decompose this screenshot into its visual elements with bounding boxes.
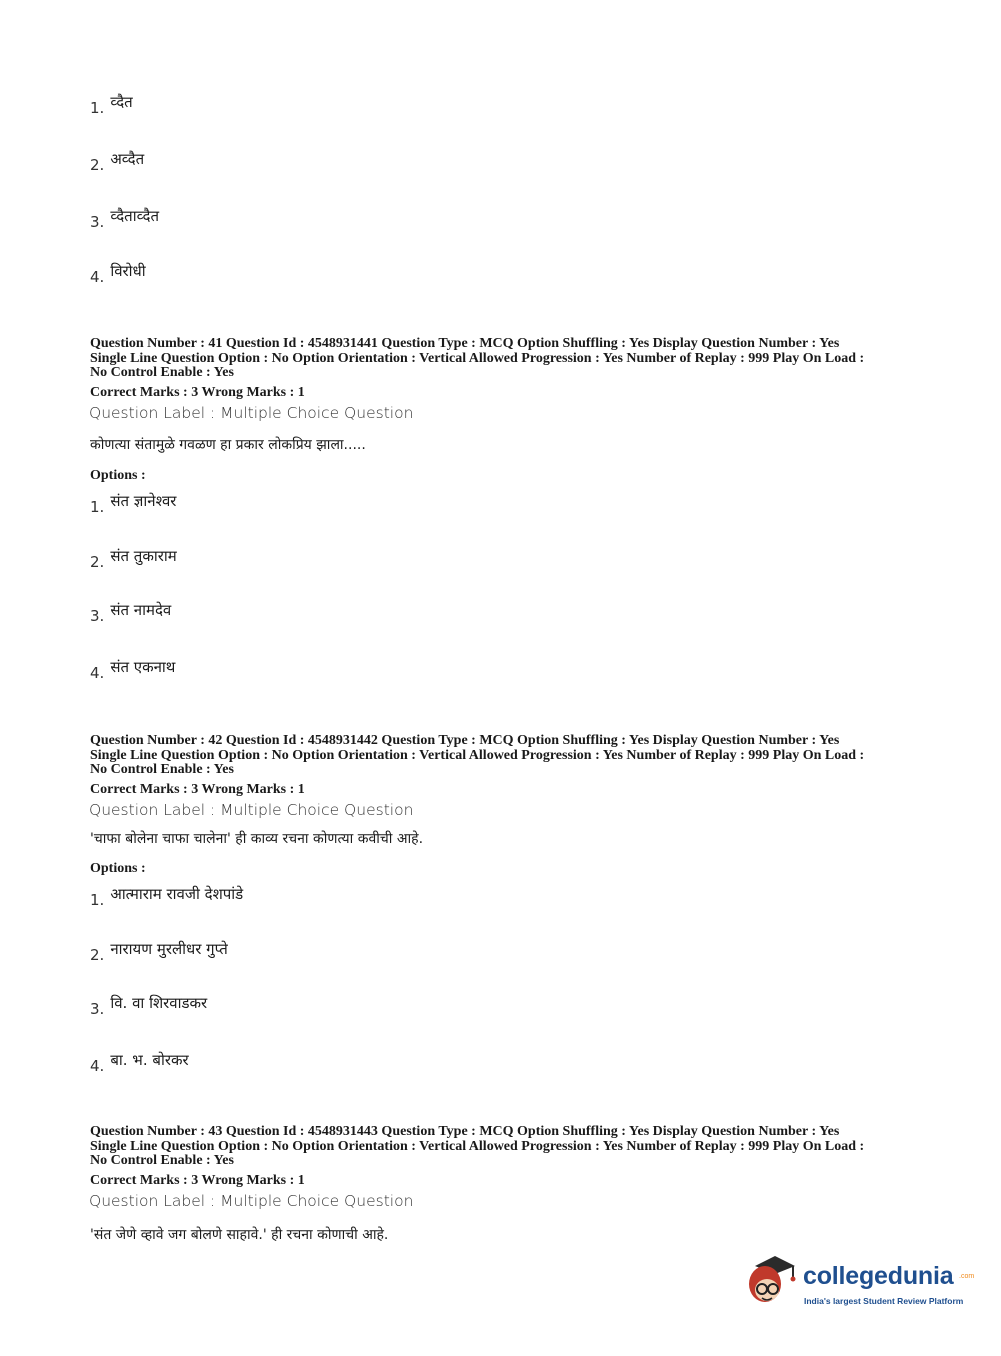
option-text: संत तुकाराम [110,547,177,565]
question-meta [90,734,920,778]
question-meta [90,1125,920,1169]
option-2 [90,149,145,174]
option-number: 1. [90,498,105,516]
marks-line: Correct Marks : 3 Wrong Marks : 1 [90,782,305,797]
question-meta [90,337,920,381]
question-text: कोणत्या संतामुळे गवळण हा प्रकार लोकप्रिय झाला..... [90,437,366,453]
option-text: नारायण मुरलीधर गुप्ते [110,940,228,958]
option-text: व्दैताव्दैत [110,207,159,225]
option-text: वि. वा शिरवाडकर [110,994,208,1012]
option-2 [90,939,228,964]
meta-line: No Control Enable : Yes [90,365,234,381]
option-number: 3. [90,213,105,231]
option-number: 3. [90,607,105,625]
meta-line: No Control Enable : Yes [90,762,234,778]
collegedunia-watermark [741,1252,975,1314]
option-3 [90,206,159,231]
option-text: विरोधी [110,262,146,280]
option-number: 2. [90,156,105,174]
option-number: 1. [90,891,105,909]
option-text: व्दैत [110,93,133,111]
option-text: अव्दैत [110,150,145,168]
option-number: 2. [90,553,105,571]
option-number: 4. [90,1057,105,1075]
option-4 [90,261,146,286]
option-1 [90,92,133,117]
option-number: 3. [90,1000,105,1018]
meta-line: No Control Enable : Yes [90,1153,234,1169]
option-number: 2. [90,946,105,964]
option-number: 1. [90,99,105,117]
meta-line: Single Line Question Option : No Option Orientation : Vertical Allowed Progression : Yes Number of Replay : 999 Play On Load : [90,1138,865,1154]
option-text: आत्माराम रावजी देशपांडे [110,885,244,903]
meta-line: Single Line Question Option : No Option Orientation : Vertical Allowed Progression : Yes Number of Replay : 999 Play On Load : [90,747,865,763]
question-label: Question Label : Multiple Choice Question [89,1192,414,1210]
option-4 [90,657,176,682]
brand-domain: .com [959,1273,975,1280]
meta-line: Question Number : 42 Question Id : 4548931442 Question Type : MCQ Option Shuffling : Yes Display Question Number : Yes [90,733,840,748]
option-number: 4. [90,664,105,682]
option-3 [90,993,208,1018]
mascot-icon [741,1252,799,1310]
option-text: बा. भ. बोरकर [110,1051,189,1069]
option-1 [90,884,244,909]
question-label: Question Label : Multiple Choice Question [89,801,414,819]
option-1 [90,491,177,516]
option-number: 4. [90,268,105,286]
option-4 [90,1050,189,1075]
question-text: 'चाफा बोलेना चाफा चालेना' ही काव्य रचना कोणत्या कवीची आहे. [90,831,424,847]
option-text: संत नामदेव [110,601,172,619]
option-text: संत एकनाथ [110,658,176,676]
marks-line: Correct Marks : 3 Wrong Marks : 1 [90,1173,305,1188]
option-2 [90,546,177,571]
marks-line: Correct Marks : 3 Wrong Marks : 1 [90,385,305,400]
options-heading: Options : [90,861,146,876]
brand-name: collegedunia [803,1262,954,1290]
meta-line: Question Number : 43 Question Id : 4548931443 Question Type : MCQ Option Shuffling : Yes Display Question Number : Yes [90,1124,840,1139]
question-label: Question Label : Multiple Choice Question [89,404,414,422]
options-heading: Options : [90,468,146,483]
question-text: 'संत जेणे व्हावे जग बोलणे साहावे.' ही रचना कोणाची आहे. [90,1227,389,1243]
option-3 [90,600,172,625]
brand-tagline: India's largest Student Review Platform [804,1296,964,1306]
option-text: संत ज्ञानेश्वर [110,492,177,510]
meta-line: Single Line Question Option : No Option Orientation : Vertical Allowed Progression : Yes Number of Replay : 999 Play On Load : [90,350,865,366]
meta-line: Question Number : 41 Question Id : 4548931441 Question Type : MCQ Option Shuffling : Yes Display Question Number : Yes [90,336,840,351]
